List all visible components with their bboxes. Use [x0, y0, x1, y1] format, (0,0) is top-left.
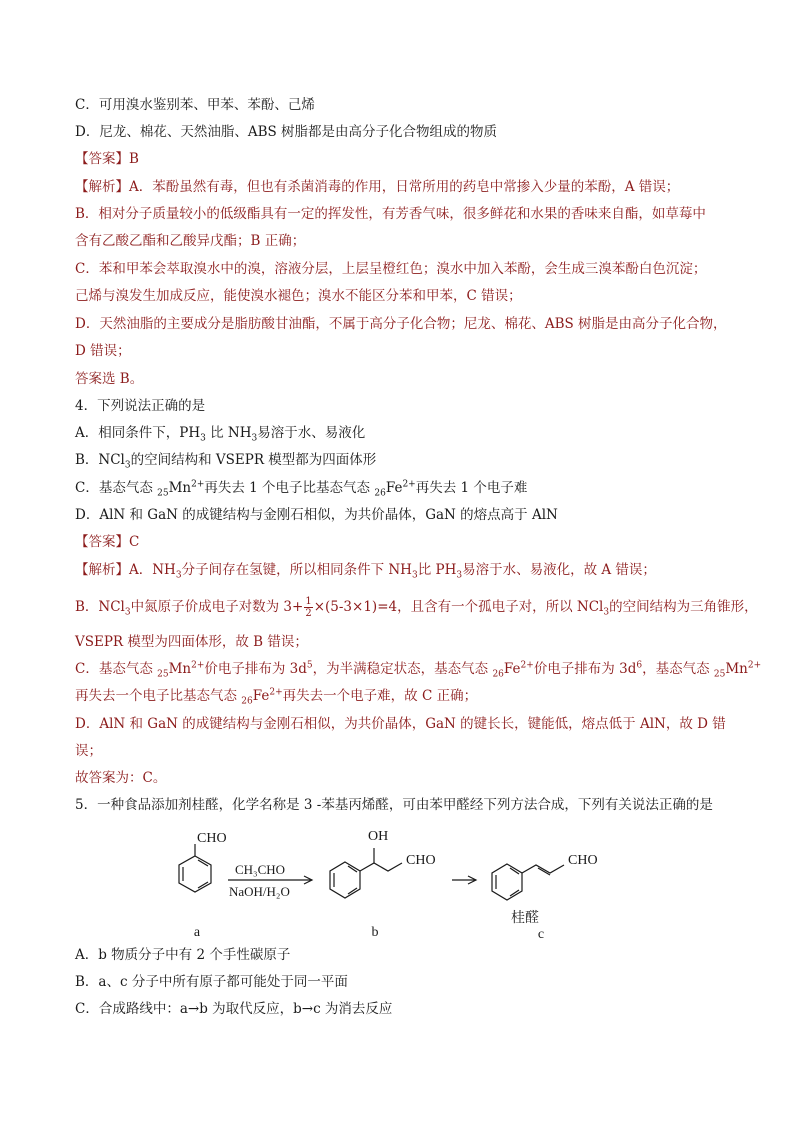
q3-explanation-c1: C．苯和甲苯会萃取溴水中的溴，溶液分层，上层呈橙红色；溴水中加入苯酚，会生成三溴苯酚白色沉淀； — [75, 261, 707, 277]
synthesis-scheme — [160, 818, 640, 940]
q3-explanation-d1: D．天然油脂的主要成分是脂肪酸甘油酯，不属于高分子化合物；尼龙、棉花、ABS 树脂是由高分子化合物， — [75, 316, 727, 332]
oh-label-b: OH — [368, 829, 389, 844]
q3-explanation-c2: 己烯与溴发生加成反应，能使溴水褪色；溴水不能区分苯和甲苯，C 错误； — [75, 288, 522, 304]
q4-explanation-b2: VSEPR 模型为四面体形，故 B 错误； — [75, 634, 308, 650]
q3-explanation-d2: D 错误； — [75, 343, 131, 359]
q4-option-d: D．AlN 和 GaN 的成键结构与金刚石相似，为共价晶体，GaN 的熔点高于 AlN — [75, 507, 558, 523]
q3-option-d: D．尼龙、棉花、天然油脂、ABS 树脂都是由高分子化合物组成的物质 — [75, 124, 498, 140]
q3-explanation-a: 【解析】A．苯酚虽然有毒，但也有杀菌消毒的作用，日常所用的药皂中常掺入少量的苯酚，A 错误； — [75, 179, 680, 195]
molecule-label-c: c — [537, 927, 545, 940]
q5-option-c: C．合成路线中：a→b 为取代反应，b→c 为消去反应 — [75, 1001, 393, 1017]
q3-answer: 【答案】B — [75, 151, 139, 167]
reagent-naoh-water: NaOH/H₂O — [229, 884, 290, 899]
cho-label-a: CHO — [197, 831, 227, 846]
q4-option-a: A．相同条件下，$PH_3$ 比 $NH_3$易溶于水、易液化 — [75, 425, 366, 444]
reaction-arrow-2 — [452, 876, 476, 884]
molecule-label-a: a — [193, 925, 201, 940]
benzene-ring-c — [492, 864, 564, 900]
q4-final-answer: 故答案为：C。 — [75, 770, 167, 786]
q3-explanation-b1: B．相对分子质量较小的低级酯具有一定的挥发性，有芳香气味，很多鲜花和水果的香味来自酯，如草莓中 — [75, 206, 706, 222]
q4-option-b: B．NCl$_3$的空间结构和 VSEPR 模型都为四面体形 — [75, 452, 377, 471]
q4-explanation-d2: 误； — [75, 743, 102, 759]
reaction-arrow-1 — [228, 876, 312, 884]
molecule-label-b: b — [371, 925, 379, 940]
cho-label-c: CHO — [568, 853, 598, 868]
reagent-acetaldehyde: CH₃CHO — [235, 862, 286, 877]
cho-label-b: CHO — [406, 853, 436, 868]
benzene-ring-a — [179, 844, 211, 892]
q4-explanation-b1: B．NCl$_3$中氮原子价成电子对数为 3+ $\frac{1}{2}$ ×(5-3×1)=4，且含有一个孤电子对，所以 NCl$_3$的空间结构为三角锥形， — [75, 596, 758, 619]
q3-final-answer: 答案选 B。 — [75, 371, 144, 387]
q4-answer: 【答案】C — [75, 534, 140, 550]
q5-stem: 5．一种食品添加剂桂醛，化学名称是 3 -苯基丙烯醛，可由苯甲醛经下列方法合成，下列有关说法正确的是 — [75, 797, 713, 813]
q5-option-b: B．a、c 分子中所有原子都可能处于同一平面 — [75, 974, 348, 990]
synthesis-scheme-svg — [160, 818, 640, 940]
q4-explanation-c1: C．基态气态 $_{25}Mn^{2+}$价电子排布为 $3d^5$，为半满稳定状态，基态气态 $_{26}Fe^{2+}$价电子排布为 $3d^6$，基态气态 $_{25}Mn^{2+}$ — [75, 660, 762, 680]
q4-explanation-d1: D．AlN 和 GaN 的成键结构与金刚石相似，为共价晶体，GaN 的键长长，键能低，熔点低于 AlN，故 D 错 — [75, 716, 726, 732]
q4-stem: 4．下列说法正确的是 — [75, 398, 206, 414]
q4-explanation-a: 【解析】A．$NH_3$分子间存在氢键，所以相同条件下 $NH_3$比 $PH_3$易溶于水、易液化，故 A 错误； — [75, 562, 656, 581]
q3-option-c: C．可用溴水鉴别苯、甲苯、苯酚、己烯 — [75, 97, 315, 113]
fraction-one-half: $\frac{1}{2}$ — [305, 596, 312, 619]
q3-explanation-b2: 含有乙酸乙酯和乙酸异戊酯；B 正确； — [75, 233, 306, 249]
cinnamaldehyde-name: 桂醛 — [511, 911, 539, 926]
benzene-ring-b — [330, 848, 402, 898]
q4-explanation-c2: 再失去一个电子比基态气态 $_{26}Fe^{2+}$再失去一个电子难，故 C 正确； — [75, 687, 478, 707]
q4-option-c: C．基态气态 $_{25}Mn^{2+}$再失去 1 个电子比基态气态 $_{26}Fe^{2+}$再失去 1 个电子难 — [75, 479, 528, 499]
q5-option-a: A．b 物质分子中有 2 个手性碳原子 — [75, 947, 291, 963]
